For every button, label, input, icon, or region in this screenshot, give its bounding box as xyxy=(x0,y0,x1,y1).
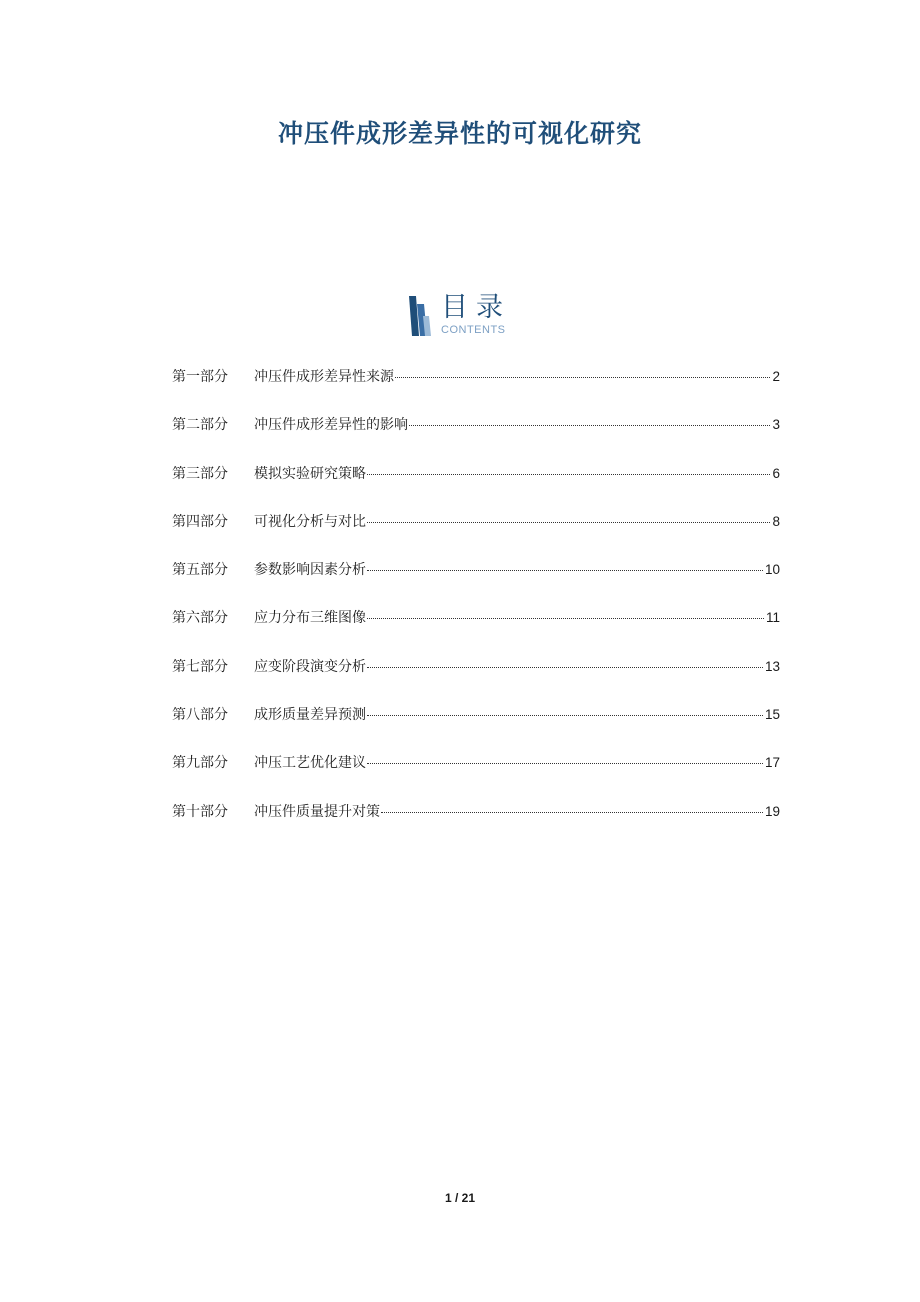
toc-entry-leader xyxy=(367,618,764,619)
toc-entry-label: 应力分布三维图像 xyxy=(254,610,366,627)
page-number: 1 / 21 xyxy=(444,1191,476,1205)
document-title: 冲压件成形差异性的可视化研究 xyxy=(277,119,642,148)
toc-entry-part: 第七部分 xyxy=(172,658,228,675)
toc-entry[interactable] xyxy=(172,656,780,704)
toc-entry-page: 19 xyxy=(764,803,780,819)
toc-entry[interactable] xyxy=(172,463,780,511)
toc-entry-page: 10 xyxy=(764,562,780,578)
toc-entry-label: 可视化分析与对比 xyxy=(254,513,366,530)
toc-heading-subtitle: CONTENTS xyxy=(441,324,506,336)
toc-entry[interactable] xyxy=(172,704,780,752)
toc-entry[interactable] xyxy=(172,414,780,462)
toc-entry-page: 2 xyxy=(772,369,780,384)
toc-entry[interactable] xyxy=(172,607,780,655)
toc-entry-part: 第十部分 xyxy=(172,803,228,820)
toc-entry-part: 第五部分 xyxy=(172,562,228,579)
toc-entry-leader xyxy=(367,522,770,523)
toc-entry-label: 冲压件成形差异性来源 xyxy=(254,369,394,385)
toc-entry-label: 应变阶段演变分析 xyxy=(254,658,366,675)
toc-entry-leader xyxy=(367,667,763,668)
toc-entry-label: 冲压件质量提升对策 xyxy=(254,803,380,820)
toc-entry[interactable] xyxy=(172,511,780,559)
toc-list xyxy=(172,366,780,849)
toc-entry[interactable] xyxy=(172,366,780,414)
toc-entry-part: 第三部分 xyxy=(172,465,228,482)
toc-entry-page: 13 xyxy=(764,658,780,674)
toc-entry-page: 8 xyxy=(772,513,780,529)
toc-heading xyxy=(407,292,537,340)
toc-entry-part: 第四部分 xyxy=(172,513,228,530)
toc-logo-icon xyxy=(407,296,433,336)
toc-entry-page: 11 xyxy=(765,610,780,626)
toc-entry[interactable] xyxy=(172,801,780,849)
toc-entry-page: 3 xyxy=(772,417,780,433)
toc-entry-label: 模拟实验研究策略 xyxy=(254,465,366,482)
toc-entry-label: 成形质量差异预测 xyxy=(254,707,366,724)
toc-entry-label: 冲压工艺优化建议 xyxy=(254,755,366,772)
toc-entry-leader xyxy=(381,812,763,813)
toc-entry-leader xyxy=(409,425,770,426)
toc-entry-part: 第一部分 xyxy=(172,369,228,385)
toc-heading-title: 目录 xyxy=(441,292,511,323)
toc-entry[interactable] xyxy=(172,559,780,607)
toc-entry-leader xyxy=(367,715,763,716)
toc-entry-label: 参数影响因素分析 xyxy=(254,562,366,579)
toc-entry-leader xyxy=(395,377,770,378)
toc-entry-leader xyxy=(367,570,763,571)
toc-entry-label: 冲压件成形差异性的影响 xyxy=(254,417,408,434)
toc-entry[interactable] xyxy=(172,752,780,800)
toc-entry-page: 15 xyxy=(764,707,780,723)
toc-entry-part: 第九部分 xyxy=(172,755,228,772)
toc-entry-page: 6 xyxy=(772,465,780,481)
toc-entry-part: 第二部分 xyxy=(172,417,228,434)
toc-entry-page: 17 xyxy=(764,755,780,771)
toc-entry-part: 第六部分 xyxy=(172,610,228,627)
toc-entry-leader xyxy=(367,474,770,475)
toc-entry-leader xyxy=(367,763,763,764)
toc-entry-part: 第八部分 xyxy=(172,707,228,724)
